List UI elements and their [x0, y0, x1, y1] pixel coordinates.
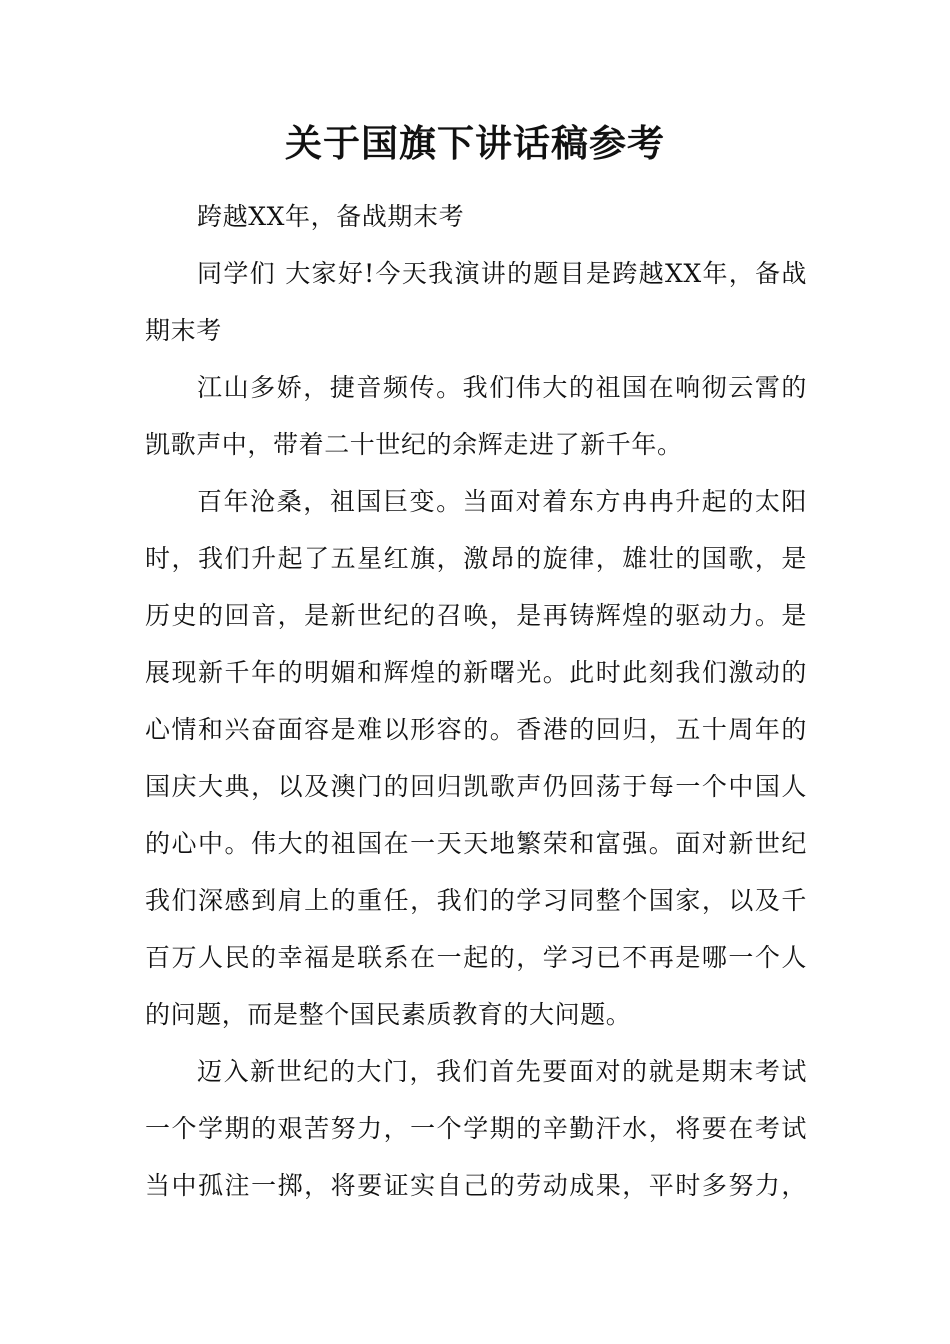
text-line: 国庆大典，以及澳门的回归凯歌声仍回荡于每一个中国人 — [145, 772, 807, 801]
text-line: 展现新千年的明媚和辉煌的新曙光。此时此刻我们激动的 — [145, 658, 807, 687]
paragraph-1 — [145, 359, 807, 473]
text-line: 同学们 大家好!今天我演讲的题目是跨越XX年，备战 — [197, 259, 807, 288]
paragraph-3 — [145, 1043, 807, 1214]
text-line: 时，我们升起了五星红旗，激昂的旋律，雄壮的国歌，是 — [145, 544, 807, 573]
text-line: 我们深感到肩上的重任，我们的学习同整个国家，以及千 — [145, 886, 807, 915]
text-line: 凯歌声中，带着二十世纪的余辉走进了新千年。 — [145, 430, 683, 459]
paragraph-subtitle — [145, 188, 807, 245]
text-line: 的心中。伟大的祖国在一天天地繁荣和富强。面对新世纪 — [145, 829, 807, 858]
text-line: 的问题，而是整个国民素质教育的大问题。 — [145, 1000, 632, 1029]
text-line: 跨越XX年，备战期末考 — [197, 202, 465, 231]
text-line: 历史的回音，是新世纪的召唤，是再铸辉煌的驱动力。是 — [145, 601, 807, 630]
document-body — [145, 188, 807, 1214]
text-line: 百年沧桑，祖国巨变。当面对着东方冉冉升起的太阳 — [197, 487, 807, 516]
text-line: 一个学期的艰苦努力，一个学期的辛勤汗水，将要在考试 — [145, 1114, 807, 1143]
text-line: 期末考 — [145, 316, 222, 345]
document-title: 关于国旗下讲话稿参考 — [285, 122, 665, 165]
text-line: 江山多娇，捷音频传。我们伟大的祖国在响彻云霄的 — [197, 373, 807, 402]
text-line: 当中孤注一掷，将要证实自己的劳动成果，平时多努力， — [145, 1171, 807, 1200]
text-line: 百万人民的幸福是联系在一起的，学习已不再是哪一个人 — [145, 943, 807, 972]
paragraph-2 — [145, 473, 807, 1043]
paragraph-greeting — [145, 245, 807, 359]
text-line: 迈入新世纪的大门，我们首先要面对的就是期末考试 — [197, 1057, 807, 1086]
text-line: 心情和兴奋面容是难以形容的。香港的回归，五十周年的 — [145, 715, 807, 744]
